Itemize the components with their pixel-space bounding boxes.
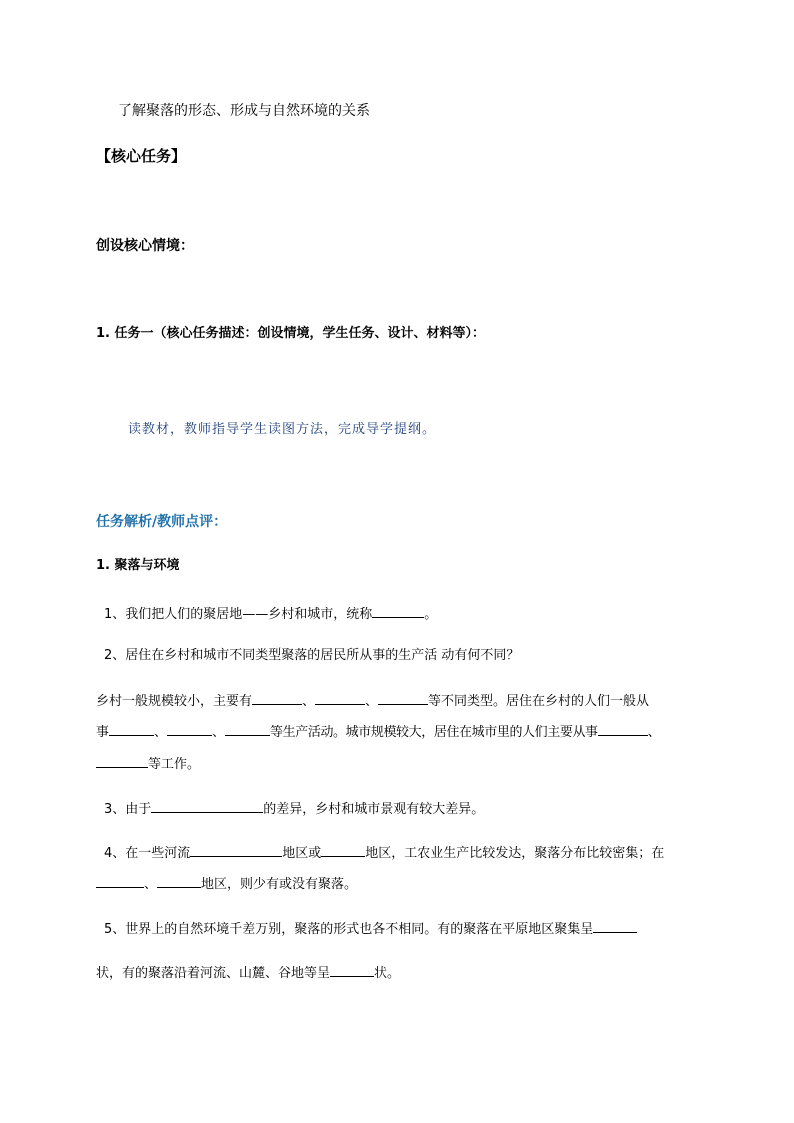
blank <box>190 842 282 857</box>
q2-l2-b: 等生产活动。城市规模较大，居住在城市里的人们主要从事 <box>270 725 598 740</box>
task1-body: 读教材，教师指导学生读图方法，完成导学提纲。 <box>128 422 437 437</box>
question-2-answer-line2 <box>96 721 661 743</box>
blank <box>151 798 263 813</box>
section1-heading: 1. 聚落与环境 <box>96 558 180 573</box>
blank <box>330 962 374 977</box>
sep: 、 <box>212 725 226 740</box>
q5-a: 5、世界上的自然环境千差万别，聚落的形式也各不相同。有的聚落在平原地区聚集呈 <box>104 922 594 937</box>
blank <box>109 721 154 736</box>
blank <box>96 753 148 768</box>
question-2-answer-line1 <box>96 690 649 712</box>
blank <box>378 690 428 705</box>
q5-b: 状，有的聚落沿着河流、山麓、谷地等呈 <box>96 966 331 981</box>
q2-l2-a: 事 <box>96 725 110 740</box>
blank <box>315 690 365 705</box>
analysis-heading: 任务解析/教师点评： <box>96 514 228 530</box>
question-2-answer-line3 <box>96 753 200 775</box>
q2-l3-b: 等工作。 <box>148 757 201 772</box>
question-4-line2 <box>96 873 357 895</box>
q5-c: 状。 <box>374 966 401 981</box>
question-4-line1 <box>104 842 664 864</box>
blank <box>321 842 365 857</box>
scenario-heading: 创设核心情境： <box>96 238 194 254</box>
question-3 <box>104 798 484 820</box>
core-task-heading: 【核心任务】 <box>96 147 187 165</box>
sep: 、 <box>302 694 316 709</box>
sep: 、 <box>154 725 168 740</box>
blank <box>372 603 424 618</box>
sep: 、 <box>647 725 661 740</box>
q4-d: 、 <box>144 877 158 892</box>
blank <box>157 873 201 888</box>
learning-objective: 了解聚落的形态、形成与自然环境的关系 <box>118 103 370 119</box>
task1-heading: 1. 任务一（核心任务描述：创设情境，学生任务、设计、材料等）： <box>96 326 486 341</box>
q1-text: 1、我们把人们的聚居地——乡村和城市，统称 <box>104 607 373 622</box>
q4-b: 地区或 <box>282 846 322 861</box>
blank <box>598 721 648 736</box>
blank <box>593 918 637 933</box>
q1-end: 。 <box>424 607 438 622</box>
question-2: 2、居住在乡村和城市不同类型聚落的居民所从事的生产活 动有何不同？ <box>104 648 520 663</box>
q2-l1-b: 等不同类型。居住在乡村的人们一般从 <box>428 694 650 709</box>
blank <box>167 721 212 736</box>
blank <box>225 721 270 736</box>
q2-l1-a: 乡村一般规模较小，主要有 <box>96 694 253 709</box>
blank <box>252 690 302 705</box>
q3-b: 的差异，乡村和城市景观有较大差异。 <box>263 802 485 817</box>
q3-a: 3、由于 <box>104 802 152 817</box>
blank <box>96 873 144 888</box>
question-5-line2 <box>96 962 400 984</box>
question-5-line1 <box>104 918 637 940</box>
sep: 、 <box>365 694 379 709</box>
q4-e: 地区，则少有或没有聚落。 <box>201 877 358 892</box>
question-1 <box>104 603 437 625</box>
q4-a: 4、在一些河流 <box>104 846 191 861</box>
q4-c: 地区，工农业生产比较发达，聚落分布比较密集；在 <box>365 846 665 861</box>
